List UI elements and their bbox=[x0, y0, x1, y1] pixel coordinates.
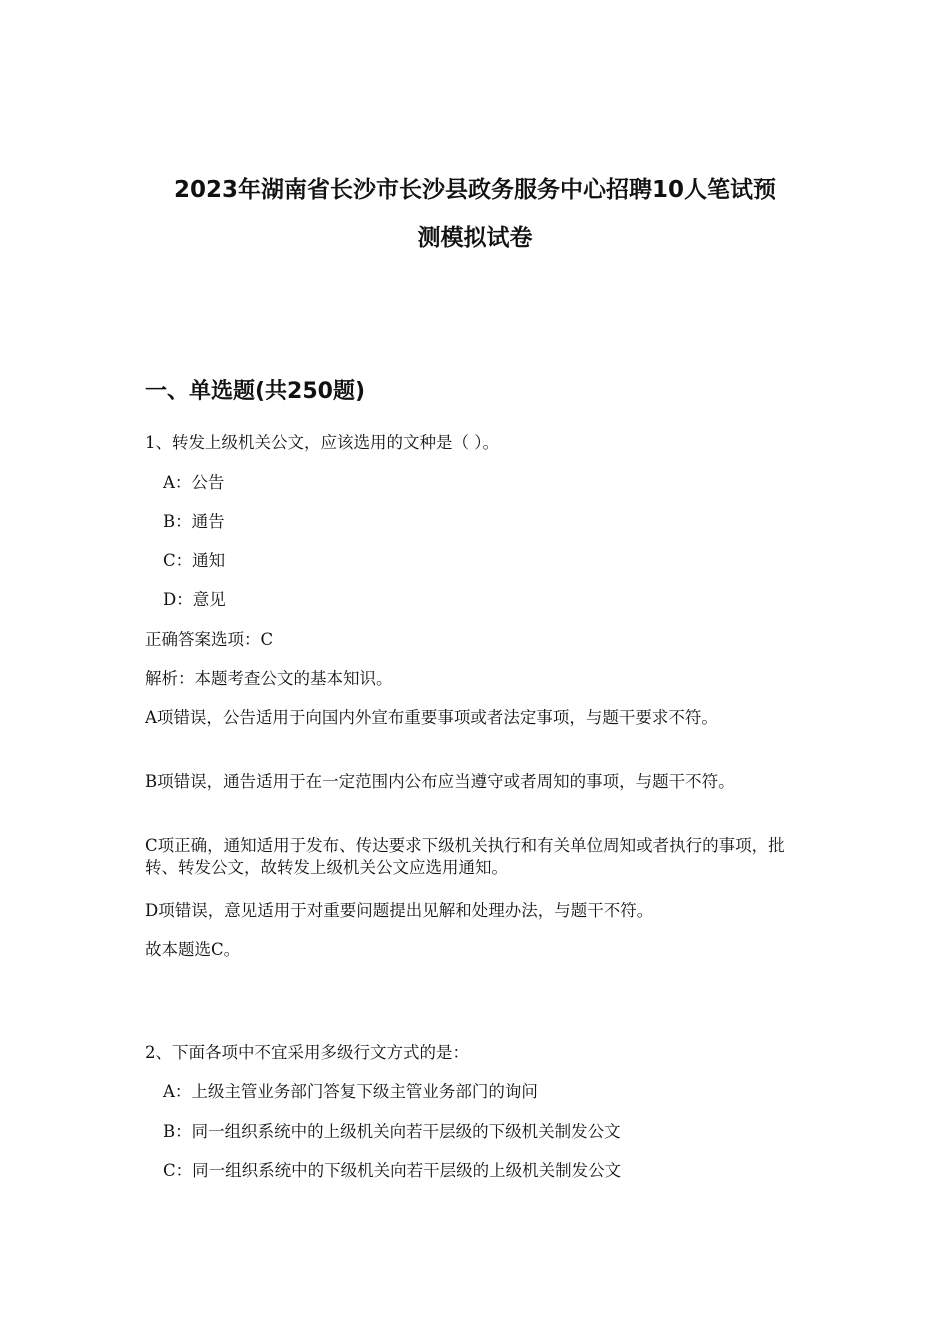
question-1-option-a: A：公告 bbox=[163, 473, 225, 492]
question-1-option-d: D：意见 bbox=[163, 590, 226, 609]
question-1-analysis-a: A项错误，公告适用于向国内外宣布重要事项或者法定事项，与题干要求不符。 bbox=[145, 708, 718, 727]
question-1-analysis-intro: 解析：本题考查公文的基本知识。 bbox=[145, 669, 393, 688]
section-heading: 一、单选题(共250题) bbox=[145, 379, 366, 404]
question-1-option-b: B：通告 bbox=[163, 512, 225, 531]
question-2-option-a: A：上级主管业务部门答复下级主管业务部门的询问 bbox=[163, 1082, 538, 1101]
question-1-stem: 1、转发上级机关公文，应该选用的文种是（ ）。 bbox=[145, 433, 499, 452]
document-title-line-2: 测模拟试卷 bbox=[417, 225, 533, 251]
question-2-option-b: B：同一组织系统中的上级机关向若干层级的下级机关制发公文 bbox=[163, 1122, 621, 1141]
question-1-analysis-d: D项错误，意见适用于对重要问题提出见解和处理办法，与题干不符。 bbox=[145, 901, 654, 920]
question-1-analysis-b: B项错误，通告适用于在一定范围内公布应当遵守或者周知的事项，与题干不符。 bbox=[145, 772, 735, 791]
question-1-analysis-c: C项正确，通知适用于发布、传达要求下级机关执行和有关单位周知或者执行的事项，批转、转发公文，故转发上级机关公文应选用通知。 bbox=[145, 836, 785, 877]
question-2-option-c: C：同一组织系统中的下级机关向若干层级的上级机关制发公文 bbox=[163, 1161, 622, 1180]
document-title bbox=[120, 166, 830, 262]
question-1-answer: 正确答案选项：C bbox=[145, 630, 274, 649]
question-1-conclusion: 故本题选C。 bbox=[145, 940, 241, 959]
question-2-stem: 2、下面各项中不宜采用多级行文方式的是： bbox=[145, 1043, 469, 1062]
question-1-option-c: C：通知 bbox=[163, 551, 226, 570]
document-title-line-1: 2023年湖南省长沙市长沙县政务服务中心招聘10人笔试预 bbox=[173, 177, 777, 203]
